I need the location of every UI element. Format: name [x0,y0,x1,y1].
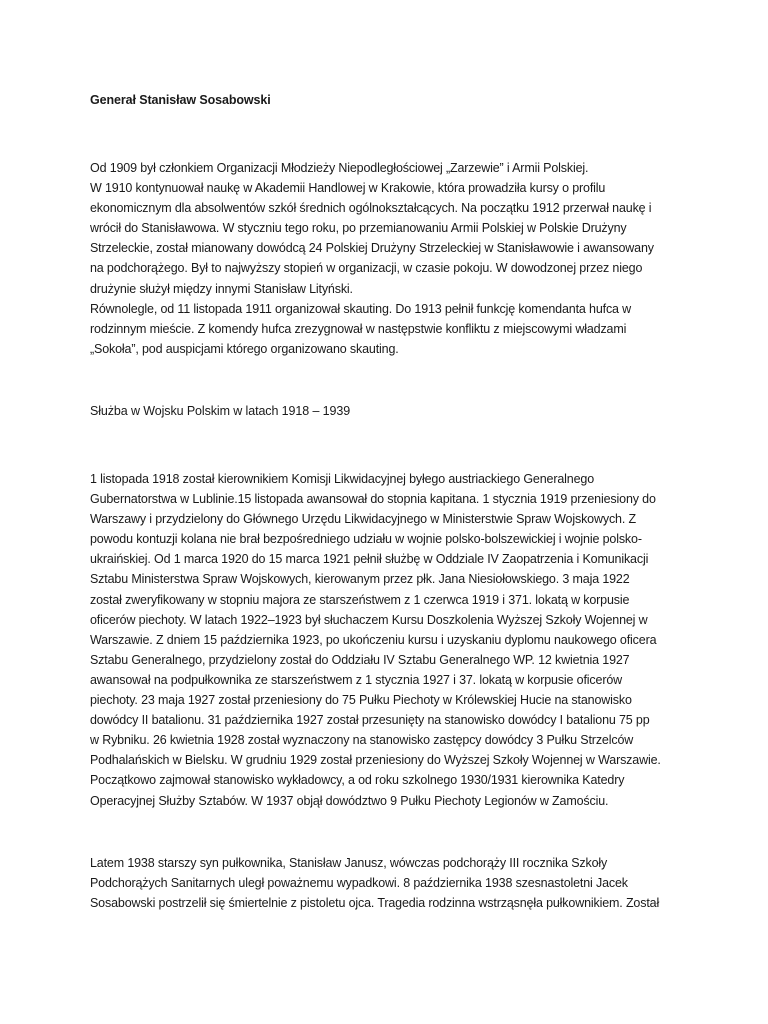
document-title: Generał Stanisław Sosabowski [90,93,271,107]
text-line: Sztabu Ministerstwa Spraw Wojskowych, kierowanym przez płk. Jana Niesiołowskiego. 3 maja 1922 [90,572,630,587]
text-line: ukraińskiej. Od 1 marca 1920 do 15 marca 1921 pełnił służbę w Oddziale IV Zaopatrzenia i Komunikacji [90,552,649,567]
text-line: „Sokoła”, pod auspicjami którego organizowano skauting. [90,341,399,356]
text-line: ekonomicznym dla absolwentów szkół średnich ogólnokształcących. Na początku 1912 przerwał naukę i [90,201,652,216]
text-line: drużynie służył między innymi Stanisław Lityński. [90,281,353,296]
text-line: 1 listopada 1918 został kierownikiem Komisji Likwidacyjnej byłego austriackiego Generalnego [90,472,594,486]
text-line: Początkowo zajmował stanowisko wykładowcy, a od roku szkolnego 1930/1931 kierownika Katedry [90,773,625,788]
text-line: Sosabowski postrzelił się śmiertelnie z pistoletu ojca. Tragedia rodzinna wstrząsnęła pułkownikiem. Został [90,896,660,911]
text-line: piechoty. 23 maja 1927 został przeniesiony do 75 Pułku Piechoty w Królewskiej Hucie na stanowisko [90,693,632,708]
text-line: W 1910 kontynuował naukę w Akademii Handlowej w Krakowie, która prowadziła kursy o profilu [90,181,606,196]
text-line: Warszawy i przydzielony do Głównego Urzędu Likwidacyjnego w Ministerstwie Spraw Wojskowych. Z [90,512,636,527]
text-line: wrócił do Stanisławowa. W styczniu tego roku, po przemianowaniu Armii Polskiej w Polskie Drużyny [90,221,627,236]
text-line: został zweryfikowany w stopniu majora ze starszeństwem z 1 czerwca 1919 i 371. lokatą w korpusie [90,592,630,607]
text-line: na podchorążego. Był to najwyższy stopień w organizacji, w czasie pokoju. W dowodzonej przez niego [90,261,643,276]
section-heading-service: Służba w Wojsku Polskim w latach 1918 – 1939 [90,404,351,418]
text-line: Warszawie. Z dniem 15 października 1923, po ukończeniu kursu i uzyskaniu dyplomu naukowego oficera [90,632,657,647]
text-line: Strzeleckie, został mianowany dowódcą 24 Polskiej Drużyny Strzeleckiej w Stanisławowie i awansowany [90,241,654,256]
text-line: Gubernatorstwa w Lublinie.15 listopada awansował do stopnia kapitana. 1 stycznia 1919 przeniesiony do [90,492,656,507]
text-line: powodu kontuzji kolana nie brał bezpośredniego udziału w wojnie polsko-bolszewickiej i wojnie polsko- [90,532,642,547]
paragraph-tragedy [90,853,682,913]
paragraph-zarzewie [90,158,682,359]
text-line: Podhalańskich w Bielsku. W grudniu 1929 został przeniesiony do Wyższej Szkoły Wojennej w Warszawie. [90,753,661,768]
paragraph-service [90,469,682,811]
text-line: dowódcy II batalionu. 31 października 1927 został przesunięty na stanowisko dowódcy I batalionu 75 pp [90,713,650,728]
text-line: Równolegle, od 11 listopada 1911 organizował skauting. Do 1913 pełnił funkcję komendanta hufca w [90,301,632,316]
text-line: Sztabu Generalnego, przydzielony został do Oddziału IV Sztabu Generalnego WP. 12 kwietnia 1927 [90,652,630,667]
text-line: Od 1909 był członkiem Organizacji Młodzieży Niepodległościowej „Zarzewie” i Armii Polskiej. [90,161,589,175]
text-line: rodzinnym mieście. Z komendy hufca zrezygnował w następstwie konfliktu z miejscowymi władzami [90,321,627,336]
text-line: Operacyjnej Służby Sztabów. W 1937 objął dowództwo 9 Pułku Piechoty Legionów w Zamościu. [90,793,609,808]
text-line: oficerów piechoty. W latach 1922–1923 był słuchaczem Kursu Doszkolenia Wyższej Szkoły Wojennej w [90,612,648,627]
text-line: Latem 1938 starszy syn pułkownika, Stanisław Janusz, wówczas podchorąży III rocznika Szkoły [90,856,608,870]
text-line: awansował na podpułkownika ze starszeństwem z 1 stycznia 1927 i 37. lokatą w korpusie oficerów [90,672,623,687]
text-line: Podchorążych Sanitarnych uległ poważnemu wypadkowi. 8 października 1938 szesnastoletni Jacek [90,876,628,891]
text-line: w Rybniku. 26 kwietnia 1928 został wyznaczony na stanowisko zastępcy dowódcy 3 Pułku Strzelców [90,733,634,748]
